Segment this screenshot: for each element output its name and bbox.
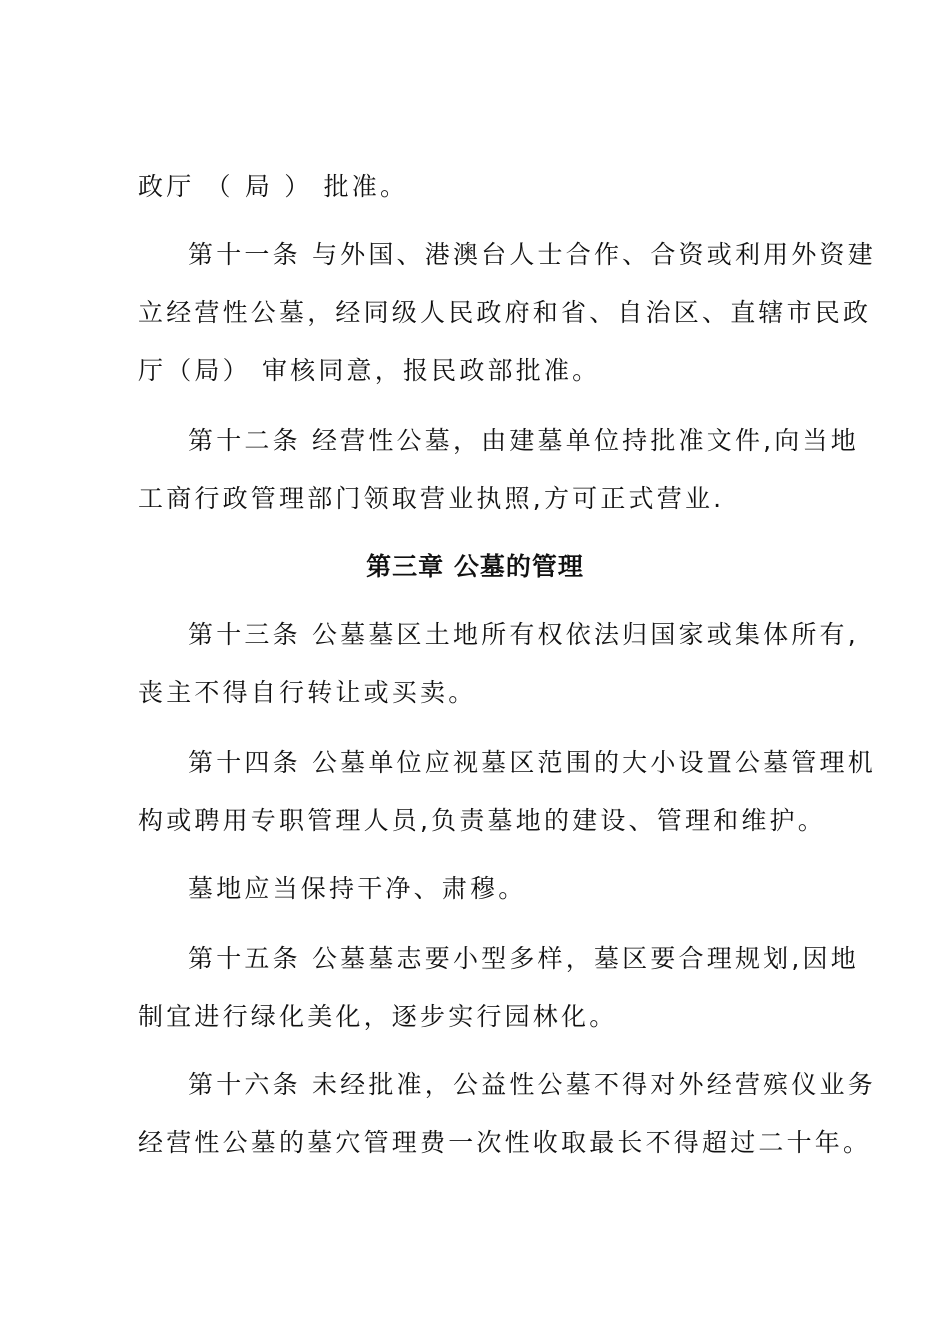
article-11-line-1: 第十一条 与外国、港澳台人士合作、合资或利用外资建	[188, 240, 876, 269]
article-15-line-2: 制宜进行绿化美化，逐步实行园林化。	[138, 1002, 618, 1031]
article-14-paragraph-2: 墓地应当保持干净、肃穆。	[188, 874, 527, 903]
paragraph-line: 政厅 （ 局 ） 批准。	[138, 172, 409, 201]
article-13-line-1: 第十三条 公墓墓区土地所有权依法归国家或集体所有,	[188, 620, 859, 649]
article-15-line-1: 第十五条 公墓墓志要小型多样，墓区要合理规划,因地	[188, 944, 859, 973]
article-16-line-2: 经营性公墓的墓穴管理费一次性收取最长不得超过二十年。	[138, 1128, 872, 1157]
article-11-line-2: 立经营性公墓，经同级人民政府和省、自治区、直辖市民政	[138, 298, 872, 327]
chapter-heading: 第三章 公墓的管理	[366, 552, 584, 581]
article-14-line-1: 第十四条 公墓单位应视墓区范围的大小设置公墓管理机	[188, 748, 876, 777]
article-12-line-2: 工商行政管理部门领取营业执照,方可正式营业.	[138, 484, 725, 513]
article-11-line-3: 厅（局） 审核同意，报民政部批准。	[138, 356, 601, 385]
article-16-line-1: 第十六条 未经批准，公益性公墓不得对外经营殡仪业务	[188, 1070, 876, 1099]
article-12-line-1: 第十二条 经营性公墓，由建墓单位持批准文件,向当地	[188, 426, 859, 455]
article-13-line-2: 丧主不得自行转让或买卖。	[138, 678, 477, 707]
article-14-line-2: 构或聘用专职管理人员,负责墓地的建设、管理和维护。	[138, 806, 826, 835]
